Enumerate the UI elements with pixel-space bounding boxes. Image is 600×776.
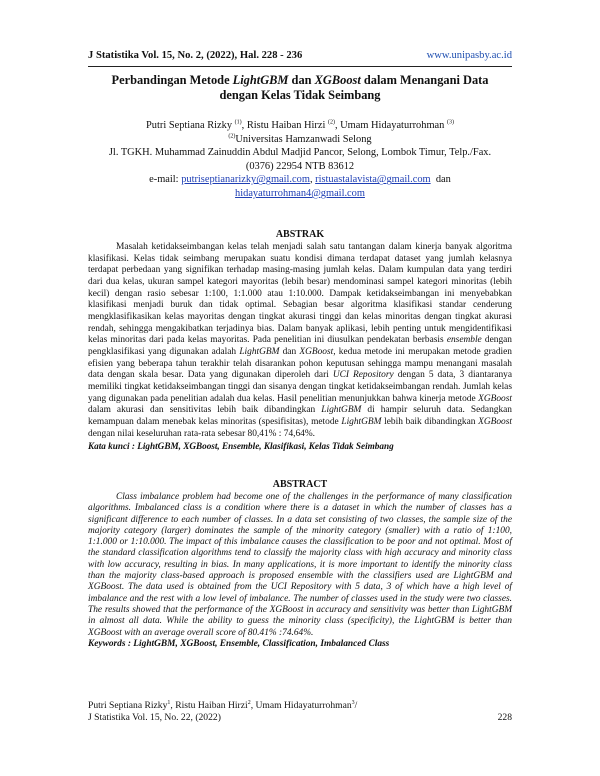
header-rule	[88, 66, 512, 67]
author-block	[88, 119, 512, 201]
abstract-heading: ABSTRACT	[272, 479, 328, 490]
email-link-3[interactable]: hidayaturrohman4@gmail.com	[235, 187, 365, 199]
affiliation: $^{(2)}$Universitas Hamzanwadi Selong	[228, 133, 372, 145]
abstrak-paragraph: Masalah ketidakseimbangan kelas telah menjadi salah satu tantangan dalam kinerja banyak algoritma klasifikasi. Kelas tidak seimbang merupakan suatu kondisi dimana terdapat dataset yang jumlah kelasnya terdapat perbedaan yang signifikan terhadap masing-masing jumlah kelas. Dalam kumpulan data yang terdiri dari dua kelas, ukuran sampel kategori mayoritas (lebih besar) mendominasi sampel kategori minoritas (lebih kecil) dengan rasio sebesar 1:100, 1:1.000 atau 1:10.000. Dampak ketidakseimbangan ini menyebabkan klasifikasi menjadi buruk dan tidak optimal. Sebagian besar algoritma klasifikasi standar cenderung mengklasifikasikan kelas mayoritas dengan tingkat akurasi tinggi dan kelas minoritas dengan tingkat akurasi rendah, sehingga mengakibatkan terjadinya bias. Dalam banyak aplikasi, lebih penting untuk mengidentifikasi kelas minoritas dari pada kelas mayoritas. Pada penelitian ini diusulkan pendekatan berbasis ensemble dengan pengklasifikasi yang digunakan adalah LightGBM dan XGBoost, kedua metode ini merupakan metode gradien efisien yang beberapa tahun terakhir telah disarankan pohon keputusan sehingga mampu menangani masalah data dengan skala besar. Data yang digunakan diperoleh dari UCI Repository dengan 5 data, 3 diantaranya memiliki tingkat ketidakseimbangan tinggi dan sisanya dengan tingkat ketidakseimbangan rendah. Jumlah kelas yang digunakan pada penelitian adalah dua kelas. Hasil penelitian menunjukkan bahwa kinerja metode XGBoost dalam akurasi dan sensitivitas lebih baik dibandingkan LightGBM di hampir seluruh data. Sedangkan kemampuan dalam menebak kelas minoritas (spesifisitas), metode LightGBM lebih baik dibandingkan XGBoost dengan nilai keseluruhan rata-rata sebesar 80,41% : 74,64%.	[88, 242, 512, 439]
author-names: Putri Septiana Rizky $^{(1)}$, Ristu Haiban Hirzi $^{(2)}$, Umam Hidayaturrohman $^{(3)}$	[146, 119, 454, 131]
journal-url-link[interactable]: www.unipasby.ac.id	[426, 50, 512, 61]
running-header	[88, 50, 512, 61]
abstract-body	[88, 492, 512, 650]
address: Jl. TGKH. Muhammad Zainuddin Abdul Madjid Pancor, Selong, Lombok Timur, Telp./Fax.	[108, 147, 492, 159]
footer-authors: Putri Septiana Rizky$^1$, Ristu Haiban Hirzi$^2$, Umam Hidayaturrohman$^3$/	[88, 699, 358, 711]
journal-citation: J Statistika Vol. 15, No. 2, (2022), Hal. 228 - 236	[88, 50, 303, 61]
email-line: e-mail: putriseptianarizky@gmail.com, ristuastalavista@gmail.com dan	[149, 174, 451, 186]
page-number: 228	[497, 712, 512, 723]
phone: (0376) 22954 NTB 83612	[245, 160, 355, 172]
abstract-paragraph: Class imbalance problem had become one of the challenges in the performance of many classification algorithms. Imbalanced class is a condition where there is a dataset in which the number of classes has a significant difference to each number of classes. In a data set consisting of two classes, the sample size of the majority category (larger) dominates the sample of the minority category (smaller) with a ratio of 1:100, 1:1.000 or 1:10.000. The impact of this imbalance causes the classification to be poor and not optimal. Most of the standard classification algorithms tend to classify the majority class with high accuracy and minority class with low accuracy, resulting in bias. In many applications, it is more important to identify the minority class than the majority class-based approach is proposed ensemble with the classifiers used are LightGBM and XGBoost. The data used is obtained from the UCI Repository with 5 data, 3 of which have a high level of imbalance and the rest with a low level of imbalance. The number of classes used in the study were two classes. The results showed that the performance of the XGBoost in accuracy and sensitivity was better than LightGBM in almost all data. While the ability to guess the minority class (specificity), the LightGBM is better than XGBoost with an average overall score of 80.41% :74.64%.	[88, 492, 512, 638]
keywords: Keywords : LightGBM, XGBoost, Ensemble, Classification, Imbalanced Class	[88, 638, 390, 649]
email-line-2	[88, 187, 512, 201]
email-link-2[interactable]: ristuastalavista@gmail.com	[315, 174, 431, 186]
page-footer	[88, 700, 512, 725]
footer-journal: J Statistika Vol. 15, No. 22, (2022)	[88, 712, 221, 724]
kata-kunci: Kata kunci : LightGBM, XGBoost, Ensemble, Klasifikasi, Kelas Tidak Seimbang	[88, 441, 394, 452]
abstrak-body	[88, 242, 512, 453]
email-link-1[interactable]: putriseptianarizky@gmail.com	[181, 174, 310, 186]
paper-title: Perbandingan Metode LightGBM dan XGBoost dalam Menangani Data dengan Kelas Tidak Seimbang	[111, 73, 489, 102]
abstrak-heading: ABSTRAK	[275, 229, 325, 240]
